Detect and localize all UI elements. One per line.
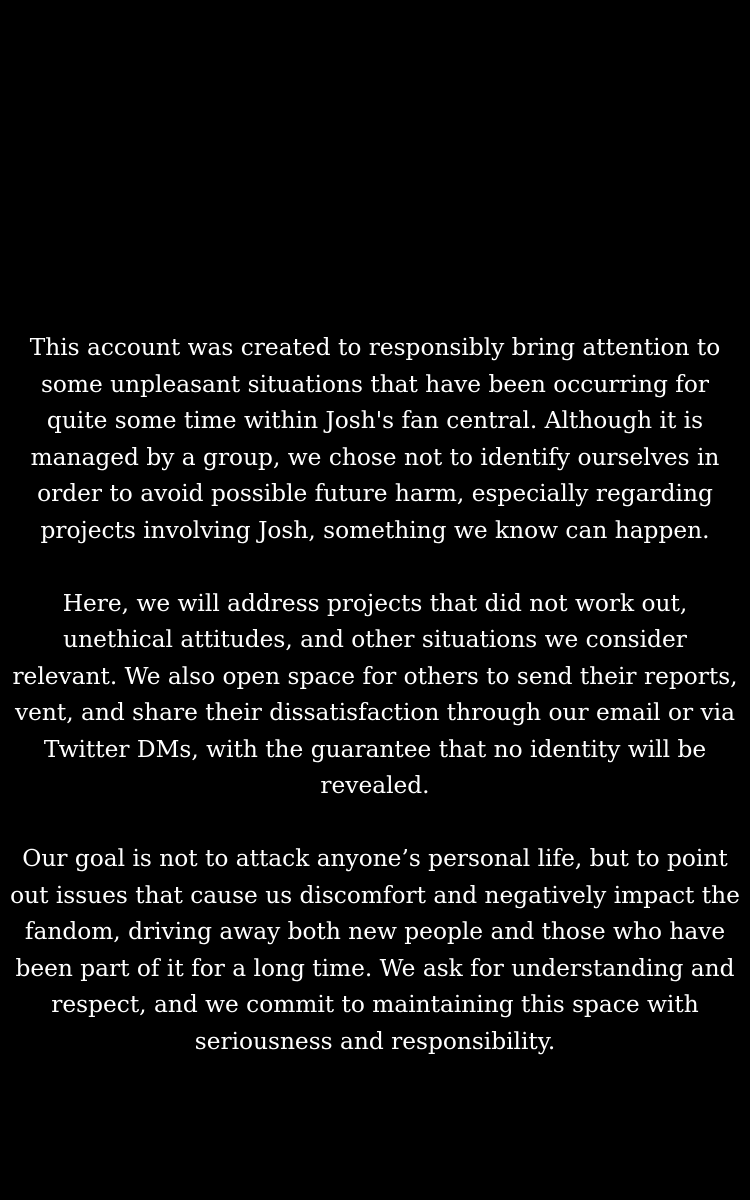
paragraph-line: relevant. We also open space for others to send their reports, (12, 662, 738, 690)
paragraph-line: quite some time within Josh's fan central. Although it is (46, 407, 704, 434)
paragraph-intro (0, 330, 750, 549)
paragraph-line: been part of it for a long time. We ask for understanding and (15, 954, 735, 982)
paragraph-purpose (0, 586, 750, 805)
statement-text (0, 330, 750, 1097)
paragraph-line: Here, we will address projects that did not work out, (62, 589, 688, 617)
paragraph-line: respect, and we commit to maintaining this space with (51, 991, 699, 1018)
paragraph-line: vent, and share their dissatisfaction through our email or via (14, 699, 735, 726)
paragraph-line: seriousness and responsibility. (194, 1027, 556, 1055)
paragraph-line: This account was created to responsibly bring attention to (29, 334, 721, 361)
paragraph-goal (0, 841, 750, 1060)
paragraph-line: unethical attitudes, and other situations we consider (63, 626, 687, 653)
paragraph-line: projects involving Josh, something we know can happen. (40, 516, 710, 544)
paragraph-line: out issues that cause us discomfort and negatively impact the (10, 881, 740, 909)
paragraph-line: Our goal is not to attack anyone’s personal life, but to point (22, 845, 728, 872)
paragraph-line: some unpleasant situations that have been occurring for (40, 370, 710, 398)
paragraph-line: order to avoid possible future harm, especially regarding (37, 480, 713, 507)
paragraph-line: fandom, driving away both new people and those who have (24, 918, 726, 945)
paragraph-line: Twitter DMs, with the guarantee that no identity will be (43, 735, 707, 763)
paragraph-line: managed by a group, we chose not to identify ourselves in (30, 443, 720, 471)
paragraph-line: revealed. (320, 772, 430, 799)
